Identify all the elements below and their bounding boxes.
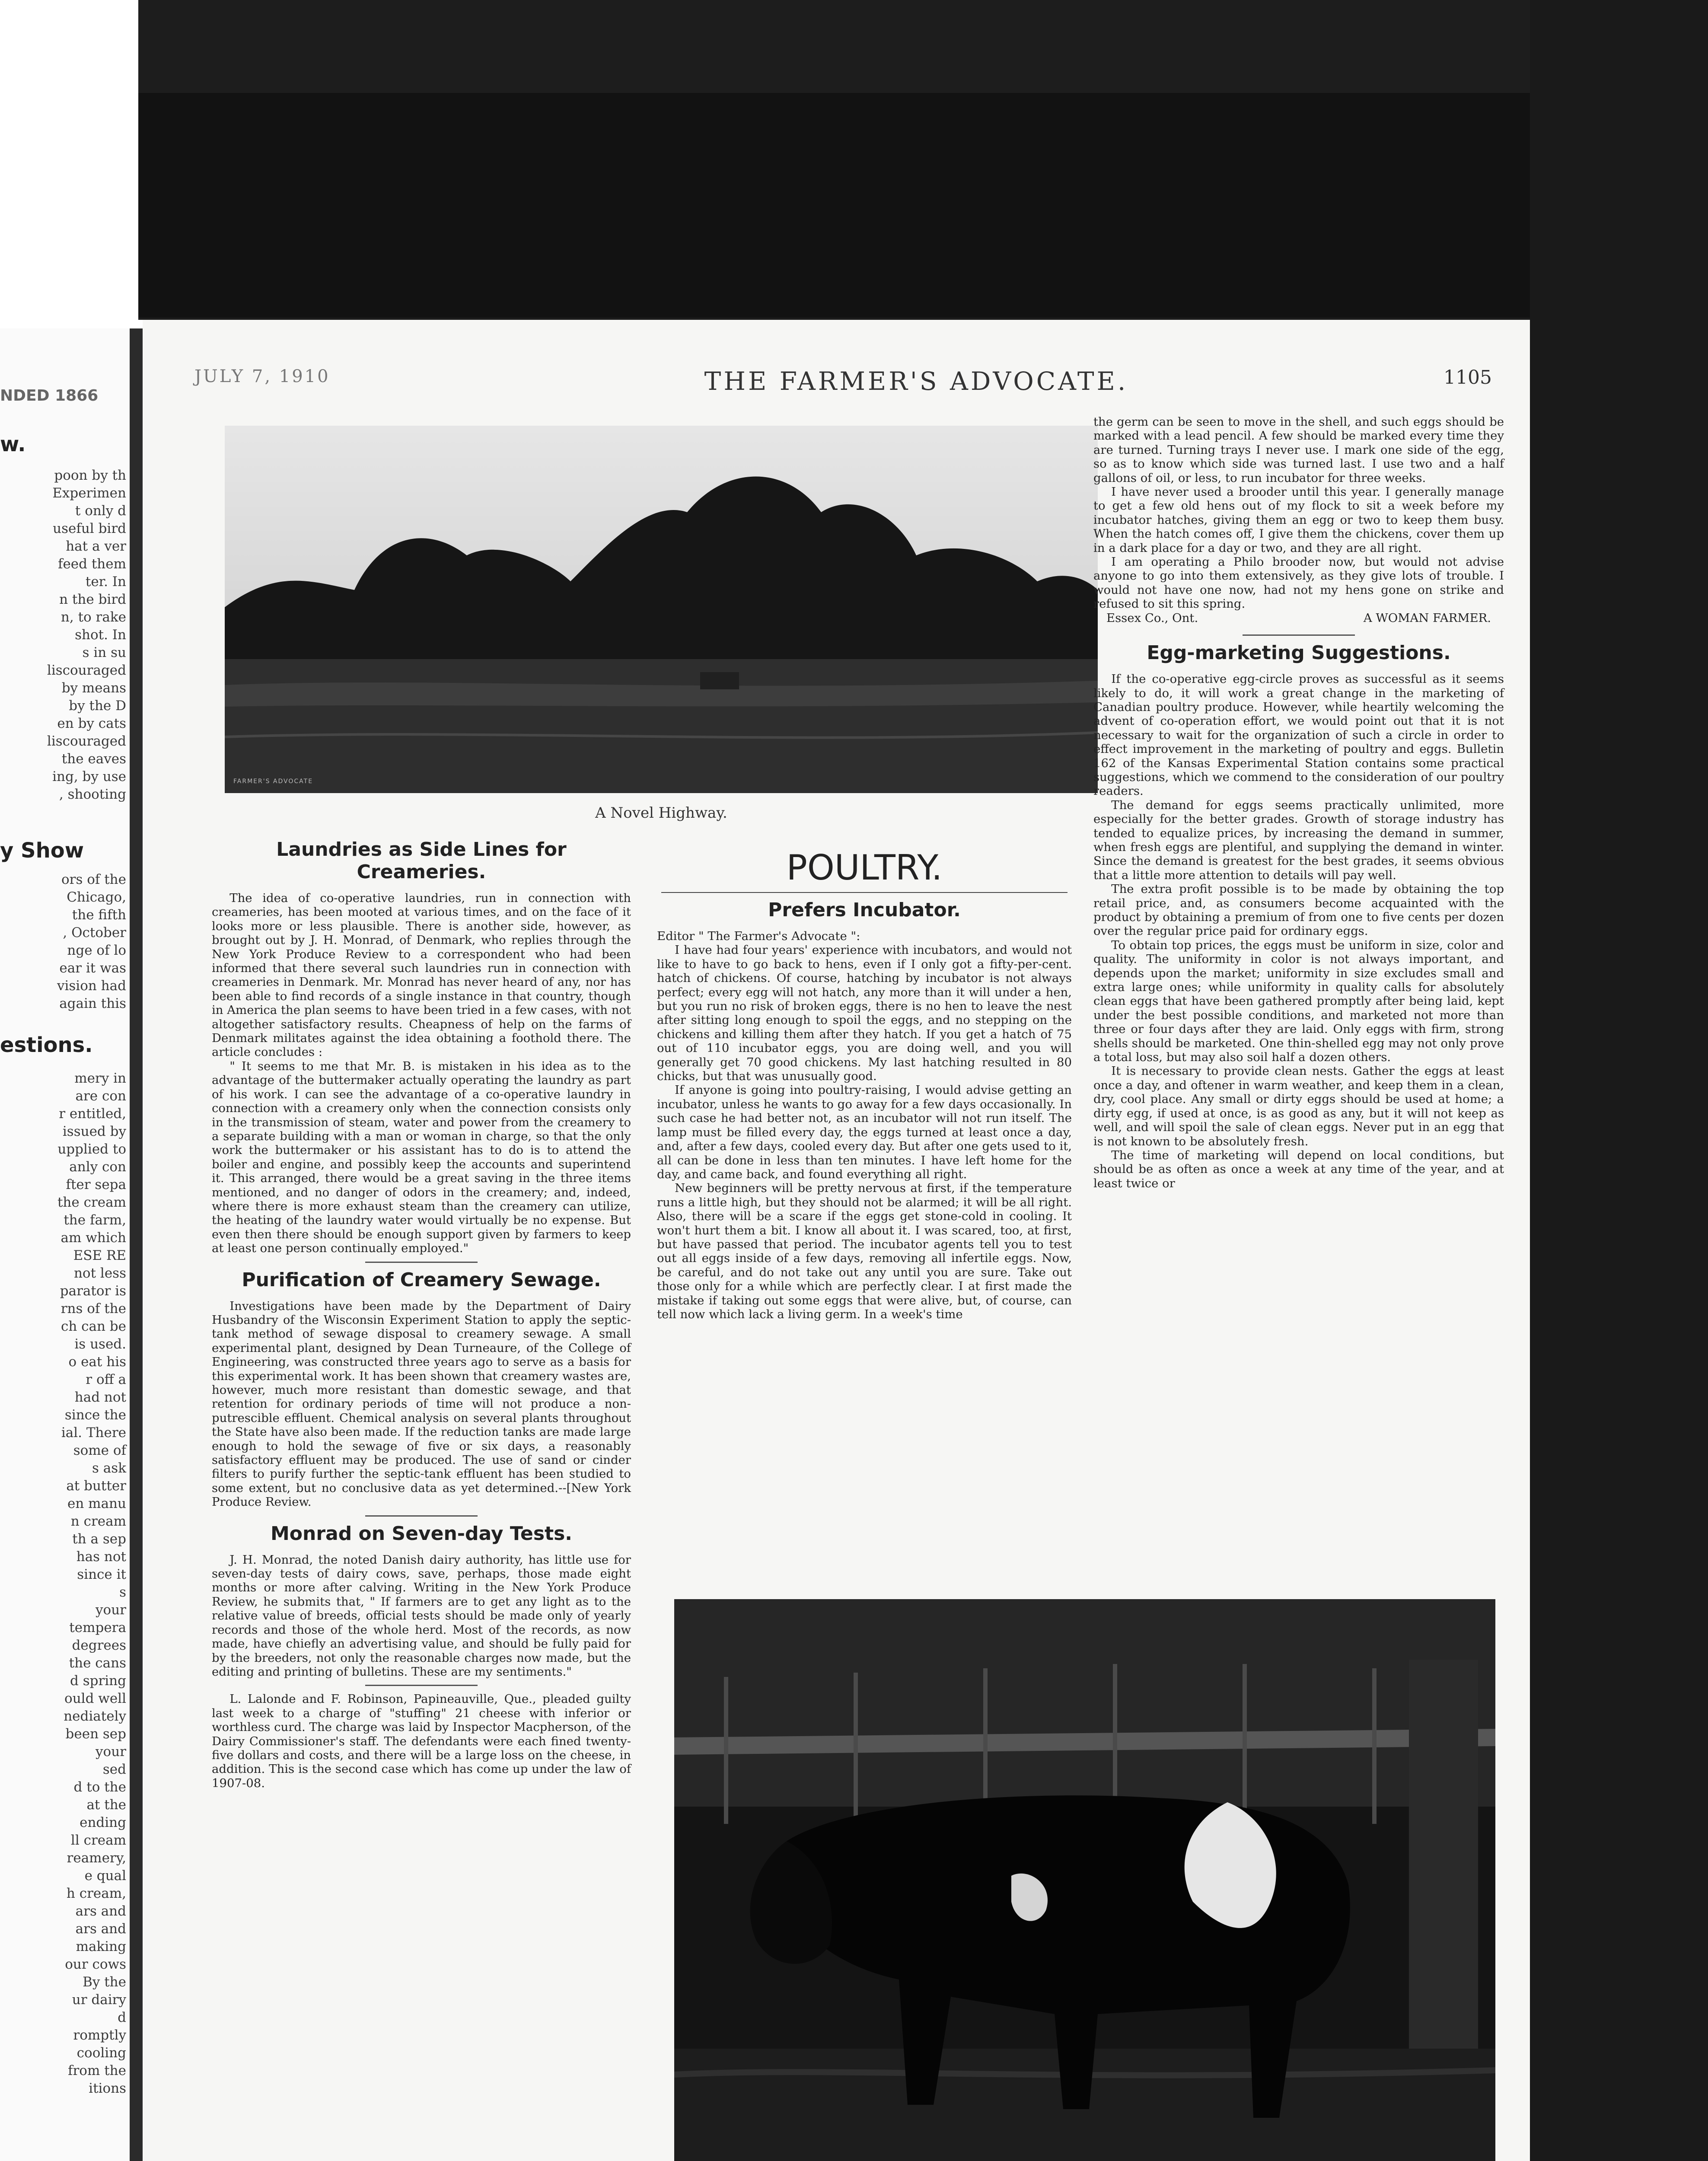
letter-salutation: Editor " The Farmer's Advocate ": bbox=[657, 929, 860, 943]
left-page-text-line: liscouraged bbox=[47, 733, 126, 749]
column-3 bbox=[1093, 415, 1504, 1190]
left-page-text-line: en manu bbox=[67, 1496, 126, 1511]
left-page-text-line: By the bbox=[83, 1974, 126, 1990]
egg-marketing-heading: Egg-marketing Suggestions. bbox=[1147, 642, 1451, 664]
left-page-text-line: ars and bbox=[75, 1903, 126, 1919]
left-page-text-line: your bbox=[96, 1744, 126, 1759]
left-page-text-line: at the bbox=[86, 1797, 126, 1813]
left-page-text-line: Experimen bbox=[52, 485, 126, 501]
left-page-text-line: anly con bbox=[69, 1159, 126, 1175]
left-page-text-line: r off a bbox=[86, 1372, 126, 1387]
left-page-text-line: by the D bbox=[69, 698, 126, 714]
egg-marketing-paragraph: It is necessary to provide clean nests. Gather the eggs at least once a day, and oftener in warm weather, and keep them in a clean, dry, cool place. Any small or dirty eggs should be used at home; a dirty egg, if used at once, is as good as any, but it will not keep as well, and will spoil the sale of clean eggs. Never put in an egg that is not known to be absolutely fresh. bbox=[1093, 1064, 1504, 1148]
left-page-text-line: t only d bbox=[75, 503, 126, 519]
left-page-text-line: e qual bbox=[84, 1868, 126, 1884]
column-2 bbox=[657, 847, 1072, 1321]
highway-photo bbox=[225, 426, 1098, 793]
left-page-text-line: ould well bbox=[64, 1691, 126, 1706]
left-page-text-line: by means bbox=[61, 680, 126, 696]
signature-name: A WOMAN FARMER. bbox=[1363, 611, 1491, 625]
left-page-text-line: your bbox=[96, 1602, 126, 1618]
left-page-text-line: issued by bbox=[62, 1124, 126, 1139]
left-page-text-line: fter sepa bbox=[66, 1177, 126, 1192]
left-page-text-line: , October bbox=[63, 925, 126, 940]
left-page-text-line: ESE RE bbox=[73, 1248, 126, 1263]
left-page-text-line: nge of lo bbox=[67, 943, 126, 958]
left-page-text-line: the cans bbox=[69, 1655, 126, 1671]
article-divider bbox=[365, 1262, 478, 1263]
left-page-text-line: ial. There bbox=[61, 1425, 126, 1441]
left-page-text-line: at butter bbox=[66, 1478, 126, 1494]
photo-credit: FARMER'S ADVOCATE bbox=[233, 778, 313, 785]
left-page-text-line: s ask bbox=[92, 1460, 126, 1476]
left-page-text-line: d to the bbox=[73, 1779, 126, 1795]
news-item-paragraph: L. Lalonde and F. Robinson, Papineauville, Que., pleaded guilty last week to a charge of "stuffing" 21 cheese with inferior or worthless curd. The charge was laid by Inspector Macpherson, of the Dairy Commissioner's staff. The defendants were each fined twenty-five dollars and costs, and there will be a large loss on the cheese, in addition. This is the second case which has come up under the law of 1907-08. bbox=[212, 1692, 631, 1790]
left-page-fragment bbox=[0, 328, 130, 2161]
left-page-text-line: making bbox=[76, 1939, 126, 1954]
left-page-text-line: reamery, bbox=[67, 1850, 126, 1866]
left-page-text-line: from the bbox=[68, 2063, 126, 2078]
left-page-text-line: n, to rake bbox=[61, 609, 126, 625]
egg-marketing-paragraph: The time of marketing will depend on local conditions, but should be as often as once a week at any time of the year, and at least twice or bbox=[1093, 1148, 1504, 1190]
left-page-text-line: o eat his bbox=[68, 1354, 126, 1370]
highway-illustration bbox=[225, 426, 1098, 793]
incubator-paragraph: I have had four years' experience with incubators, and would not like to have to go back to hens, even if I only got a fifty-per-cent. hatch of chickens. Of course, hatching by incubator is not always perfect; every egg will not hatch, any more than it will under a hen, but you run no risk of broken eggs, there is no hen to leave the nest after sitting long enough to spoil the eggs, and no stepping on the chickens and killing them after they hatch. If you get a hatch of 75 out of 110 incubator eggs, you are doing well, and you will generally get 70 good chickens. My last hatching resulted in 80 chicks, but that was unusually good. bbox=[657, 943, 1072, 1084]
left-page-text-line: since it bbox=[77, 1567, 126, 1582]
bull-photo bbox=[674, 1599, 1495, 2161]
highway-caption: A Novel Highway. bbox=[595, 804, 727, 822]
left-page-text-line: sed bbox=[102, 1762, 126, 1777]
left-page-text-line: useful bird bbox=[53, 521, 126, 536]
left-page-text-line: shot. In bbox=[75, 627, 126, 643]
left-page-text-line: not less bbox=[73, 1265, 126, 1281]
incubator-continuation-paragraph: I am operating a Philo brooder now, but would not advise anyone to go into them extensively, as they give lots of trouble. I would not have one now, had not my hens gone on strike and refused to sit this spring. bbox=[1093, 555, 1504, 611]
incubator-paragraph: If anyone is going into poultry-raising, I would advise getting an incubator, unless he wants to go away for a few days occasionally. In such case he had better not, as an incubator will not run itself. The lamp must be filled every day, the eggs turned at least once a day, and, after a few days, cooled every day. But after one gets used to it, all can be done in less than ten minutes. I have left home for the day, and came back, and found everything all right. bbox=[657, 1083, 1072, 1181]
left-page-text-line: the eaves bbox=[61, 751, 126, 767]
incubator-continuation-paragraph: I have never used a brooder until this year. I generally manage to get a few old hens out of my flock to sit a week before my incubator hatches, giving them an egg or two to keep them busy. When the hatch comes off, I give them the chickens, cover them up in a dark place for a day or two, and they are all right. bbox=[1093, 485, 1504, 555]
poultry-section-heading: POULTRY. bbox=[786, 848, 943, 888]
purification-heading: Purification of Creamery Sewage. bbox=[242, 1269, 601, 1291]
left-page-text-line: mery in bbox=[74, 1071, 126, 1086]
left-page-text-line: r entitled, bbox=[59, 1106, 126, 1122]
left-page-text-line: ending bbox=[80, 1815, 126, 1830]
purification-paragraph: Investigations have been made by the Department of Dairy Husbandry of the Wisconsin Experiment Station to apply the septic-tank method of sewage disposal to creamery sewage. A small experimental plant, designed by Dean Turneaure, of the College of Engineering, was constructed three years ago to serve as a basis for this experimental work. It has been shown that creamery wastes are, however, much more resistant than domestic sewage, and that retention for ordinary periods of time will not produce a non-putrescible effluent. Chemical analysis on several plants throughout the State have also been made. If the reduction tanks are made large enough to hold the sewage of five or six days, a reasonably satisfactory effluent may be produced. The use of sand or cinder filters to purify further the septic-tank effluent has been studied to some extent, but no conclusive data as yet determined.--[New York Produce Review. bbox=[212, 1299, 631, 1509]
left-page-text-line: rns of the bbox=[61, 1301, 126, 1316]
publication-title: THE FARMER'S ADVOCATE. bbox=[704, 367, 1128, 396]
left-page-text-line: the cream bbox=[57, 1195, 126, 1210]
left-page-text-line: upplied to bbox=[57, 1141, 126, 1157]
left-page-text-line: hat a ver bbox=[66, 539, 126, 554]
page-date: JULY 7, 1910 bbox=[194, 367, 330, 386]
left-page-text-line: nediately bbox=[64, 1708, 126, 1724]
left-page-text-line: th a sep bbox=[72, 1531, 126, 1547]
article-divider bbox=[1243, 634, 1355, 636]
left-page-text-line: itions bbox=[89, 2081, 126, 2096]
incubator-heading: Prefers Incubator. bbox=[768, 899, 961, 921]
left-page-text-line: tempera bbox=[69, 1620, 126, 1635]
monrad-heading: Monrad on Seven-day Tests. bbox=[270, 1522, 573, 1545]
incubator-paragraph: New beginners will be pretty nervous at first, if the temperature runs a little high, but they should not be alarmed; it will be all right. Also, there will be a scare if the eggs get stone-cold in cooling. It won't hurt them a bit. I know all about it. I was scared, too, at first, but have passed that period. The incubator agents tell you to test out all eggs inside of a few days, removing all infertile eggs. Now, be careful, and do not take out any until you are sure. Take out those only for a while which are perfectly clear. I at first made the mistake if taking out some eggs that were alive, but, of course, can tell now which lack a living germ. In a week's time bbox=[657, 1181, 1072, 1321]
left-page-text-line: ch can be bbox=[61, 1319, 126, 1334]
left-page-text-line: , shooting bbox=[59, 787, 126, 802]
section-rule bbox=[661, 892, 1068, 893]
left-page-text-line: our cows bbox=[65, 1957, 126, 1972]
left-page-heading: w. bbox=[0, 432, 26, 456]
book-spine bbox=[130, 328, 143, 2161]
left-page-text-line: ter. In bbox=[85, 574, 126, 590]
left-page-heading: NDED 1866 bbox=[0, 387, 99, 405]
left-page-text-line: h cream, bbox=[66, 1886, 126, 1901]
left-page-text-line: has not bbox=[76, 1549, 126, 1565]
left-page-text-line: s in su bbox=[82, 645, 126, 660]
left-page-text-line: the farm, bbox=[64, 1212, 126, 1228]
left-page-heading: y Show bbox=[0, 838, 84, 863]
left-page-text-line: d bbox=[118, 2010, 126, 2025]
left-page-text-line: d spring bbox=[70, 1673, 126, 1689]
left-page-text-line: n cream bbox=[70, 1514, 126, 1529]
left-page-text-line: had not bbox=[74, 1390, 126, 1405]
left-page-text-line: the fifth bbox=[72, 907, 126, 923]
article-divider bbox=[365, 1515, 478, 1517]
left-page-heading: estions. bbox=[0, 1033, 93, 1057]
left-page-text-line: degrees bbox=[72, 1638, 126, 1653]
left-page-text-line: liscouraged bbox=[47, 663, 126, 678]
left-page-text-line: ors of the bbox=[61, 872, 126, 887]
egg-marketing-paragraph: The extra profit possible is to be made by obtaining the top retail price, and, as consumers become acquainted with the product by obtaining a premium of from one to five cents per dozen over the regular price paid for ordinary eggs. bbox=[1093, 882, 1504, 938]
left-page-text-line: is used. bbox=[74, 1336, 126, 1352]
left-page-text-line: ing, by use bbox=[52, 769, 126, 784]
left-page-text-line: some of bbox=[73, 1443, 126, 1458]
left-page-text-line: n the bird bbox=[59, 592, 126, 607]
egg-marketing-paragraph: The demand for eggs seems practically unlimited, more especially for the better grades. Growth of storage industry has tended to equalize prices, by increasing the demand in summer, when fresh eggs are plentiful, and supplying the demand in winter. Since the demand is greatest for the best grades, it seems obvious that a little more attention to details will pay well. bbox=[1093, 798, 1504, 882]
left-page-text-line: are con bbox=[75, 1088, 126, 1104]
monrad-paragraph: J. H. Monrad, the noted Danish dairy authority, has little use for seven-day tests of dairy cows, save, perhaps, those made eight months or more after calving. Writing in the New York Produce Review, he submits that, " If farmers are to get any light as to the relative value of breeds, official tests should be made only of yearly records and those of the whole herd. Most of the records, as now made, have chiefly an advertising value, and should be fully paid for by the breeders, not only the reasonable charges now made, but the editing and printing of bulletins. These are my sentiments." bbox=[212, 1552, 631, 1679]
egg-marketing-paragraph: To obtain top prices, the eggs must be uniform in size, color and quality. The uniformity in color is not always important, and depends upon the market; uniformity in size excludes small and extra large ones; while uniformity in quality calls for absolutely clean eggs that have been gathered promptly after being laid, kept under the best possible conditions, and marketed not more than three or four days after they are laid. Only eggs with firm, strong shells should be marketed. One thin-shelled egg may not only prove a total loss, but may also soil half a dozen others. bbox=[1093, 938, 1504, 1065]
newspaper-page bbox=[143, 320, 1530, 2161]
left-page-text-line: ur dairy bbox=[72, 1992, 126, 2008]
left-page-text-line: been sep bbox=[65, 1726, 126, 1742]
scanner-frame-right bbox=[1530, 0, 1708, 2161]
left-page-text-line: since the bbox=[64, 1407, 126, 1423]
left-page-text-line: vision had bbox=[57, 978, 126, 994]
left-page-text-line: poon by th bbox=[54, 468, 126, 483]
egg-marketing-paragraph: If the co-operative egg-circle proves as successful as it seems likely to do, it will work a great change in the marketing of Canadian poultry produce. However, while heartily welcoming the advent of co-operation effort, we would point out that it is not necessary to wait for the organization of such a circle in order to effect improvement in the marketing of poultry and eggs. Bulletin 162 of the Kansas Experimental Station contains some practical suggestions, which we commend to the consideration of our poultry readers. bbox=[1093, 672, 1504, 798]
left-page-text-line: Chicago, bbox=[67, 889, 126, 905]
column-1 bbox=[212, 838, 631, 1790]
page-number: 1105 bbox=[1444, 367, 1492, 389]
left-page-text-line: romptly bbox=[73, 2027, 126, 2043]
left-page-text-line: feed them bbox=[57, 556, 126, 572]
signature-place: Essex Co., Ont. bbox=[1106, 611, 1198, 625]
article-divider bbox=[365, 1685, 478, 1686]
left-page-text-line: en by cats bbox=[57, 716, 126, 731]
laundries-heading: Laundries as Side Lines for Creameries. bbox=[276, 838, 567, 883]
left-page-text-line: cooling bbox=[76, 2045, 126, 2061]
left-page-text-line: parator is bbox=[60, 1283, 126, 1299]
left-page-text-line: again this bbox=[59, 996, 126, 1011]
laundries-paragraph: The idea of co-operative laundries, run in connection with creameries, has been mooted at various times, and on the face of it looks more or less plausible. There is another side, however, as brought out by J. H. Monrad, of Denmark, who replies through the New York Produce Review to a correspondent who had been informed that there several such laundries run in connection with creameries in Denmark. Mr. Monrad has never heard of any, nor has been able to find records of a single instance in that country, though in America the plan seems to have been tried in a few cases, with not altogether satisfactory results. Cheapness of help on the farms of Denmark militates against the idea obtaining a foothold there. The article concludes : bbox=[212, 891, 631, 1059]
left-page-text-line: am which bbox=[61, 1230, 126, 1246]
left-page-text-line: ars and bbox=[75, 1921, 126, 1937]
left-page-text-line: ll cream bbox=[70, 1833, 126, 1848]
letter-signature bbox=[1093, 611, 1504, 625]
bull-illustration bbox=[674, 1599, 1495, 2161]
laundries-paragraph: " It seems to me that Mr. B. is mistaken in his idea as to the advantage of the buttermaker actually operating the laundry as part of his work. I can see the advantage of a co-operative laundry in connection with a creamery only when the connection consists only in the transmission of steam, water and power from the creamery to a separate building with a man or woman in charge, so that the only work the buttermaker or his assistant has to do is to attend the boiler and engine, and possibly keep the accounts and superintend it. This arranged, there would be a great saving in the three items mentioned, and no danger of odors in the creamery; and, indeed, where there is more exhaust steam than the creamery can utilize, the heating of the laundry water would virtually be no expense. But even then there should be enough support given by farmers to keep at least one person continually employed." bbox=[212, 1059, 631, 1256]
left-page-text-line: s bbox=[119, 1584, 126, 1600]
left-page-text-line: ear it was bbox=[59, 960, 126, 976]
scanner-frame-band bbox=[138, 93, 1708, 318]
incubator-continuation-paragraph: the germ can be seen to move in the shell, and such eggs should be marked with a lead pencil. A few should be marked every time they are turned. Turning trays I never use. I mark one side of the egg, so as to know which side was turned last. I use two and a half gallons of oil, or less, to run incubator for three weeks. bbox=[1093, 415, 1504, 485]
